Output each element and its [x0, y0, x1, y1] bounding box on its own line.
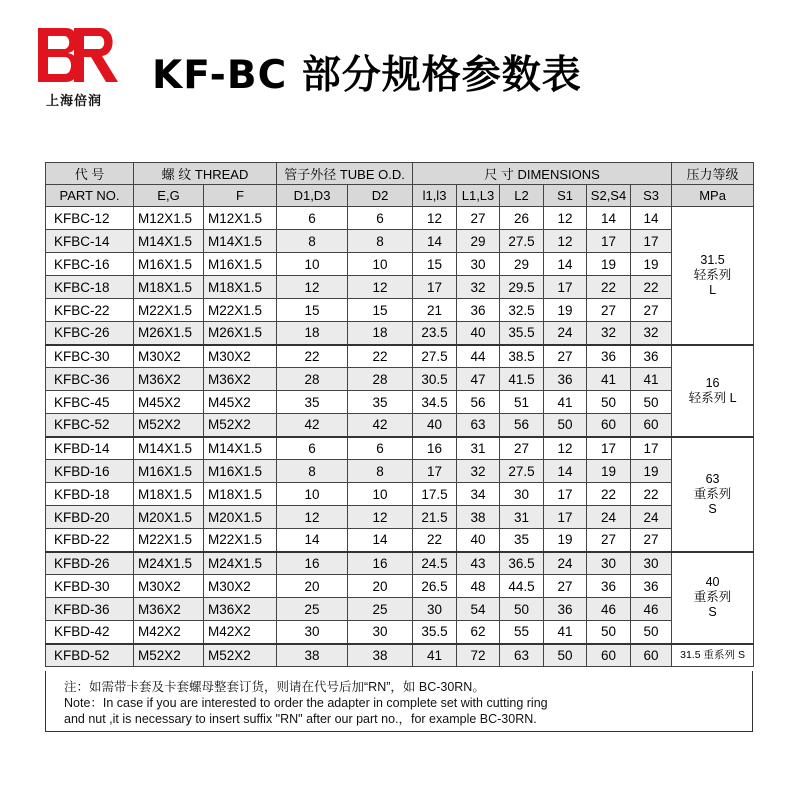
table-cell: M22X1.5 [134, 299, 204, 322]
header-l1l3-small: l1,l3 [413, 185, 457, 207]
table-cell: 17 [544, 506, 587, 529]
table-row [46, 299, 754, 322]
table-cell: 41 [413, 644, 457, 667]
table-cell: 60 [587, 644, 631, 667]
pressure-series: 重系列 [693, 590, 732, 604]
table-cell: M36X2 [204, 368, 277, 391]
table-cell: 36.5 [500, 552, 544, 575]
pressure-group-cell [672, 644, 754, 667]
table-cell: 27.5 [500, 230, 544, 253]
table-row [46, 460, 754, 483]
table-cell: M42X2 [134, 621, 204, 644]
table-cell: 24.5 [413, 552, 457, 575]
table-cell: 26.5 [413, 575, 457, 598]
table-cell: 30.5 [413, 368, 457, 391]
table-cell: 42 [348, 414, 413, 437]
table-cell: 22 [587, 483, 631, 506]
table-cell: M52X2 [134, 644, 204, 667]
table-cell: 38 [348, 644, 413, 667]
table-cell: 47 [457, 368, 500, 391]
table-cell: M14X1.5 [134, 437, 204, 460]
table-cell: 17 [413, 460, 457, 483]
table-cell: 19 [631, 253, 672, 276]
pressure-value: 40 [705, 575, 720, 589]
header-part-no: PART NO. [46, 185, 134, 207]
table-cell: M18X1.5 [204, 276, 277, 299]
table-cell: 20 [348, 575, 413, 598]
table-cell: 41 [544, 391, 587, 414]
header-l2: L2 [500, 185, 544, 207]
part-number-cell: KFBD-52 [46, 644, 134, 667]
table-cell: 22 [587, 276, 631, 299]
part-number-cell: KFBD-14 [46, 437, 134, 460]
table-cell: 27 [457, 207, 500, 230]
header-mpa: MPa [672, 185, 754, 207]
table-cell: 17 [631, 437, 672, 460]
table-row [46, 437, 754, 460]
table-cell: 54 [457, 598, 500, 621]
table-cell: 34 [457, 483, 500, 506]
table-cell: 10 [348, 483, 413, 506]
table-cell: M22X1.5 [204, 529, 277, 552]
part-number-cell: KFBC-36 [46, 368, 134, 391]
table-cell: 12 [544, 207, 587, 230]
table-cell: M16X1.5 [134, 253, 204, 276]
table-cell: M26X1.5 [134, 322, 204, 345]
table-cell: 31 [457, 437, 500, 460]
table-cell: 19 [544, 529, 587, 552]
spec-table [45, 162, 754, 667]
part-number-cell: KFBD-26 [46, 552, 134, 575]
table-cell: 50 [500, 598, 544, 621]
table-cell: 41 [587, 368, 631, 391]
table-cell: M14X1.5 [204, 230, 277, 253]
table-cell: M52X2 [204, 414, 277, 437]
part-number-cell: KFBC-16 [46, 253, 134, 276]
table-cell: 10 [277, 483, 348, 506]
part-number-cell: KFBD-16 [46, 460, 134, 483]
table-cell: 18 [348, 322, 413, 345]
table-cell: 32.5 [500, 299, 544, 322]
table-cell: 38.5 [500, 345, 544, 368]
table-cell: 27.5 [413, 345, 457, 368]
table-cell: 41 [631, 368, 672, 391]
table-cell: 36 [587, 345, 631, 368]
table-cell: 20 [277, 575, 348, 598]
table-cell: 17 [587, 230, 631, 253]
table-cell: M30X2 [204, 575, 277, 598]
table-cell: M16X1.5 [204, 460, 277, 483]
table-cell: 27.5 [500, 460, 544, 483]
part-number-cell: KFBC-26 [46, 322, 134, 345]
table-cell: 60 [631, 644, 672, 667]
table-row [46, 207, 754, 230]
table-cell: 55 [500, 621, 544, 644]
header-s1: S1 [544, 185, 587, 207]
table-cell: 14 [413, 230, 457, 253]
table-cell: 35 [348, 391, 413, 414]
table-cell: 40 [413, 414, 457, 437]
table-cell: 50 [631, 621, 672, 644]
pressure-group-cell [672, 552, 754, 644]
table-row [46, 644, 754, 667]
part-number-cell: KFBD-30 [46, 575, 134, 598]
table-cell: 19 [587, 253, 631, 276]
note-english-line2: and nut ,it is necessary to insert suffix "RN" after our part no.，for example BC-30RN. [64, 712, 537, 726]
table-cell: 56 [457, 391, 500, 414]
part-number-cell: KFBC-12 [46, 207, 134, 230]
table-cell: M36X2 [134, 368, 204, 391]
table-cell: 36 [544, 598, 587, 621]
table-cell: 50 [544, 644, 587, 667]
table-cell: 8 [348, 460, 413, 483]
br-logo-mark [24, 22, 124, 88]
table-row [46, 414, 754, 437]
table-cell: 23.5 [413, 322, 457, 345]
table-cell: 35.5 [413, 621, 457, 644]
table-cell: M52X2 [204, 644, 277, 667]
part-number-cell: KFBD-22 [46, 529, 134, 552]
table-cell: 35 [500, 529, 544, 552]
table-cell: 19 [631, 460, 672, 483]
table-cell: 14 [277, 529, 348, 552]
table-cell: 21 [413, 299, 457, 322]
table-cell: 18 [277, 322, 348, 345]
table-cell: M16X1.5 [134, 460, 204, 483]
table-cell: 28 [348, 368, 413, 391]
table-cell: 63 [457, 414, 500, 437]
table-cell: M26X1.5 [204, 322, 277, 345]
table-cell: 36 [587, 575, 631, 598]
table-cell: 30 [277, 621, 348, 644]
part-number-cell: KFBC-30 [46, 345, 134, 368]
table-cell: 12 [544, 437, 587, 460]
table-cell: 27 [631, 529, 672, 552]
table-row [46, 506, 754, 529]
table-cell: 27 [544, 575, 587, 598]
table-row [46, 276, 754, 299]
table-cell: 51 [500, 391, 544, 414]
table-cell: 60 [631, 414, 672, 437]
part-number-cell: KFBD-36 [46, 598, 134, 621]
table-cell: 24 [544, 322, 587, 345]
table-cell: 12 [348, 506, 413, 529]
pressure-code: S [708, 605, 717, 619]
table-cell: 62 [457, 621, 500, 644]
table-row [46, 529, 754, 552]
pressure-value: 63 [705, 471, 720, 486]
table-cell: 32 [457, 460, 500, 483]
table-cell: 31 [500, 506, 544, 529]
header-dimensions: 尺 寸 DIMENSIONS [413, 163, 672, 185]
table-cell: 50 [544, 414, 587, 437]
table-cell: 27 [587, 299, 631, 322]
table-cell: 12 [277, 276, 348, 299]
table-cell: 35.5 [500, 322, 544, 345]
table-row [46, 253, 754, 276]
pressure-value: 16 [705, 375, 720, 390]
table-cell: 12 [277, 506, 348, 529]
table-cell: 30 [500, 483, 544, 506]
table-cell: 6 [348, 207, 413, 230]
order-note [45, 671, 753, 732]
pressure-group-cell [672, 207, 754, 345]
table-cell: 42 [277, 414, 348, 437]
table-cell: 56 [500, 414, 544, 437]
table-cell: M20X1.5 [204, 506, 277, 529]
table-cell: 27 [587, 529, 631, 552]
table-cell: 50 [587, 621, 631, 644]
table-cell: M18X1.5 [204, 483, 277, 506]
table-cell: 16 [413, 437, 457, 460]
table-cell: M18X1.5 [134, 276, 204, 299]
table-cell: 38 [457, 506, 500, 529]
header-pressure: 压力等级 [672, 163, 754, 185]
table-cell: 50 [587, 391, 631, 414]
spec-table-body [46, 207, 754, 667]
table-cell: 36 [457, 299, 500, 322]
header-s3: S3 [631, 185, 672, 207]
table-cell: 17 [587, 437, 631, 460]
pressure-group-cell [672, 345, 754, 437]
part-number-cell: KFBC-14 [46, 230, 134, 253]
header-tube-od: 管子外径 TUBE O.D. [277, 163, 413, 185]
part-number-cell: KFBC-45 [46, 391, 134, 414]
table-cell: 19 [587, 460, 631, 483]
table-cell: M24X1.5 [204, 552, 277, 575]
table-cell: 22 [413, 529, 457, 552]
table-cell: 24 [544, 552, 587, 575]
table-cell: 28 [277, 368, 348, 391]
table-cell: 40 [457, 322, 500, 345]
table-row [46, 322, 754, 345]
pressure-value: 31.5 [700, 252, 725, 267]
table-cell: 44 [457, 345, 500, 368]
table-cell: 30 [587, 552, 631, 575]
part-number-cell: KFBC-18 [46, 276, 134, 299]
table-cell: 17 [631, 230, 672, 253]
header-s2s4: S2,S4 [587, 185, 631, 207]
table-cell: 46 [587, 598, 631, 621]
header-thread: 螺 纹 THREAD [134, 163, 277, 185]
table-cell: M12X1.5 [134, 207, 204, 230]
header-code: 代 号 [46, 163, 134, 185]
note-chinese: 注：如需带卡套及卡套螺母整套订货，则请在代号后加“RN”，如 BC-30RN。 [64, 680, 485, 694]
table-row [46, 552, 754, 575]
table-cell: 25 [277, 598, 348, 621]
table-cell: 34.5 [413, 391, 457, 414]
table-cell: 12 [544, 230, 587, 253]
table-cell: M45X2 [134, 391, 204, 414]
pressure-code: S [708, 501, 717, 516]
table-cell: 29 [457, 230, 500, 253]
table-cell: 14 [544, 253, 587, 276]
note-english-line1: Note：In case if you are interested to order the adapter in complete set with cutting ring [64, 696, 548, 710]
header-eg: E,G [134, 185, 204, 207]
table-cell: 26 [500, 207, 544, 230]
table-cell: 50 [631, 391, 672, 414]
table-cell: 14 [587, 207, 631, 230]
table-cell: 14 [631, 207, 672, 230]
part-number-cell: KFBD-18 [46, 483, 134, 506]
table-row [46, 391, 754, 414]
part-number-cell: KFBC-52 [46, 414, 134, 437]
table-cell: 24 [631, 506, 672, 529]
table-row [46, 598, 754, 621]
table-cell: 32 [587, 322, 631, 345]
table-cell: 22 [277, 345, 348, 368]
table-cell: 44.5 [500, 575, 544, 598]
table-row [46, 483, 754, 506]
table-cell: M14X1.5 [204, 437, 277, 460]
table-cell: M12X1.5 [204, 207, 277, 230]
pressure-series: 重系列 [693, 486, 732, 501]
header-d1d3: D1,D3 [277, 185, 348, 207]
table-cell: M30X2 [134, 575, 204, 598]
table-cell: 48 [457, 575, 500, 598]
header-f: F [204, 185, 277, 207]
table-cell: 41.5 [500, 368, 544, 391]
table-cell: 27 [544, 345, 587, 368]
part-number-cell: KFBD-42 [46, 621, 134, 644]
pressure-series: 轻系列 [693, 267, 732, 282]
table-cell: 12 [348, 276, 413, 299]
table-cell: M30X2 [134, 345, 204, 368]
table-row [46, 368, 754, 391]
table-cell: 72 [457, 644, 500, 667]
table-cell: 27 [500, 437, 544, 460]
header-l1l3-large: L1,L3 [457, 185, 500, 207]
table-cell: 43 [457, 552, 500, 575]
table-cell: M22X1.5 [204, 299, 277, 322]
table-cell: 17 [544, 483, 587, 506]
table-cell: 8 [277, 460, 348, 483]
table-cell: 16 [348, 552, 413, 575]
table-cell: 25 [348, 598, 413, 621]
table-cell: 14 [544, 460, 587, 483]
table-cell: 22 [631, 276, 672, 299]
table-cell: 29.5 [500, 276, 544, 299]
table-cell: M24X1.5 [134, 552, 204, 575]
table-cell: 60 [587, 414, 631, 437]
table-row [46, 621, 754, 644]
table-cell: 8 [277, 230, 348, 253]
table-cell: 35 [277, 391, 348, 414]
table-cell: 38 [277, 644, 348, 667]
page-title: KF-BC 部分规格参数表 [152, 53, 582, 98]
table-cell: 17.5 [413, 483, 457, 506]
table-cell: M14X1.5 [134, 230, 204, 253]
table-cell: 30 [413, 598, 457, 621]
table-cell: 27 [631, 299, 672, 322]
table-cell: 6 [277, 437, 348, 460]
table-cell: 22 [348, 345, 413, 368]
company-name: 上海倍润 [45, 94, 102, 109]
table-cell: 32 [631, 322, 672, 345]
table-cell: 46 [631, 598, 672, 621]
table-cell: 36 [544, 368, 587, 391]
table-cell: M36X2 [204, 598, 277, 621]
table-cell: 14 [348, 529, 413, 552]
table-cell: 8 [348, 230, 413, 253]
table-row [46, 230, 754, 253]
pressure-value: 31.5 重系列 S [680, 648, 745, 661]
table-cell: M22X1.5 [134, 529, 204, 552]
table-cell: 24 [587, 506, 631, 529]
table-cell: 16 [277, 552, 348, 575]
pressure-code: L [709, 282, 717, 297]
table-row [46, 345, 754, 368]
table-cell: 30 [631, 552, 672, 575]
table-cell: 21.5 [413, 506, 457, 529]
table-cell: M42X2 [204, 621, 277, 644]
table-cell: 10 [277, 253, 348, 276]
table-row [46, 575, 754, 598]
table-cell: M45X2 [204, 391, 277, 414]
table-cell: 29 [500, 253, 544, 276]
table-cell: 15 [277, 299, 348, 322]
table-cell: M36X2 [134, 598, 204, 621]
table-cell: 63 [500, 644, 544, 667]
table-cell: M20X1.5 [134, 506, 204, 529]
table-cell: 19 [544, 299, 587, 322]
table-cell: 12 [413, 207, 457, 230]
table-cell: 15 [348, 299, 413, 322]
table-cell: 22 [631, 483, 672, 506]
table-cell: 30 [457, 253, 500, 276]
brand-logo [24, 22, 124, 110]
part-number-cell: KFBC-22 [46, 299, 134, 322]
part-number-cell: KFBD-20 [46, 506, 134, 529]
table-cell: 6 [277, 207, 348, 230]
table-cell: 17 [413, 276, 457, 299]
pressure-series: 轻系列 L [688, 390, 737, 405]
table-cell: 15 [413, 253, 457, 276]
table-cell: M16X1.5 [204, 253, 277, 276]
table-cell: 17 [544, 276, 587, 299]
table-cell: 30 [348, 621, 413, 644]
pressure-group-cell [672, 437, 754, 552]
header-d2: D2 [348, 185, 413, 207]
table-cell: 10 [348, 253, 413, 276]
table-cell: M18X1.5 [134, 483, 204, 506]
table-cell: M52X2 [134, 414, 204, 437]
table-cell: 6 [348, 437, 413, 460]
table-cell: 36 [631, 575, 672, 598]
table-cell: 36 [631, 345, 672, 368]
table-cell: 32 [457, 276, 500, 299]
table-cell: 41 [544, 621, 587, 644]
table-cell: M30X2 [204, 345, 277, 368]
table-cell: 40 [457, 529, 500, 552]
